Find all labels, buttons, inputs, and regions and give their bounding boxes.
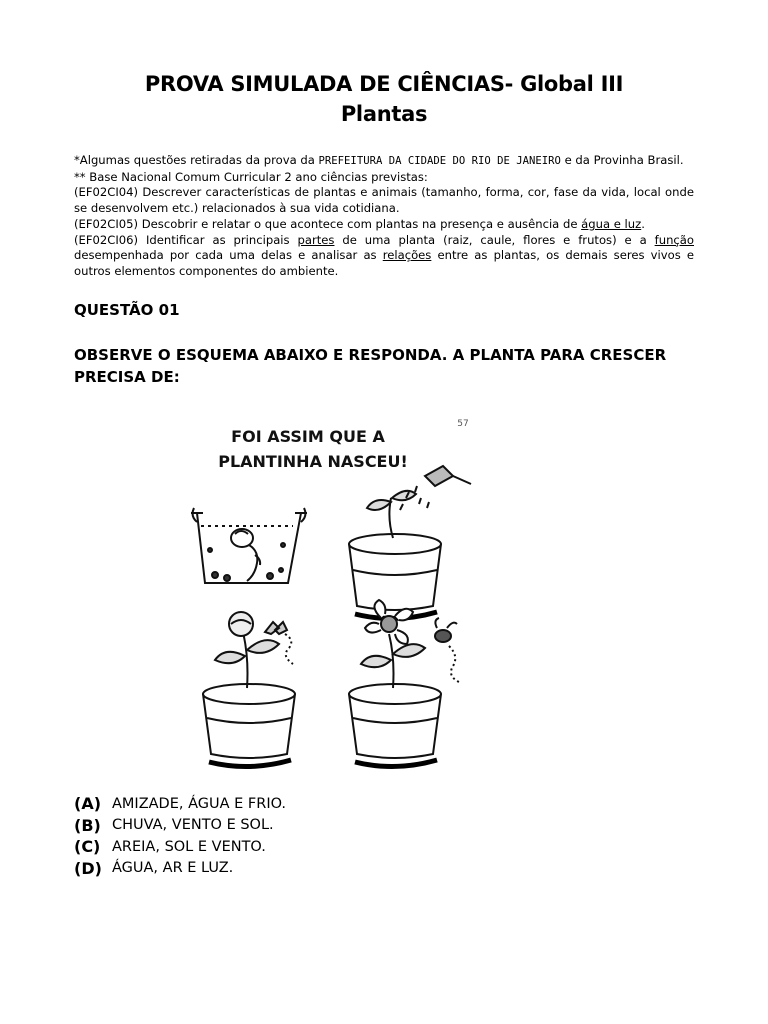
page-title: PROVA SIMULADA DE CIÊNCIAS- Global III [144, 72, 624, 96]
option-b[interactable] [74, 815, 286, 837]
seed-in-soil-drawing [191, 508, 307, 583]
flowering-plant-drawing [349, 600, 459, 767]
option-b-letter: (B) [74, 815, 101, 835]
curriculum-notes [74, 153, 694, 280]
option-b-text: CHUVA, VENTO E SOL. [112, 817, 274, 834]
option-a-letter: (A) [74, 794, 102, 814]
answer-options [74, 793, 286, 879]
sprout-watered-drawing [349, 466, 471, 619]
bncc-note: ** Base Nacional Comum Curricular 2 ano ciências previstas: [74, 169, 428, 184]
skill-ef02ci04: (EF02CI04) Descrever características de plantas e animais (tamanho, forma, cor, fase da vida, local onde se desenvolvem etc.) relacionados à sua vida cotidiana. [74, 185, 694, 216]
figure-heading-line1: FOI ASSIM QUE A [231, 427, 385, 446]
option-d-letter: (D) [74, 858, 102, 878]
source-note: *Algumas questões retiradas da prova da PREFEITURA DA CIDADE DO RIO DE JANEIRO e da Provinha Brasil. [74, 153, 684, 167]
option-c-letter: (C) [74, 837, 101, 857]
option-c[interactable] [74, 836, 286, 858]
plant-with-bud-drawing [203, 612, 295, 767]
plant-growth-illustration [185, 410, 481, 772]
question-text: OBSERVE O ESQUEMA ABAIXO E RESPONDA. A PLANTA PARA CRESCER PRECISA DE: [74, 346, 667, 386]
question-label: QUESTÃO 01 [74, 301, 180, 319]
option-d-text: ÁGUA, AR E LUZ. [112, 860, 234, 877]
skill-ef02ci06: (EF02CI06) Identificar as principais partes de uma planta (raiz, caule, flores e frutos) e a função desempenhada por cada uma delas e analisar as relações entre as plantas, os demais seres vivos e outros elementos componentes do ambiente. [74, 232, 694, 278]
page-subtitle: Plantas [340, 102, 428, 126]
skill-ef02ci05: (EF02CI05) Descobrir e relatar o que acontece com plantas na presença e ausência de água e luz. [74, 216, 645, 231]
figure-page-number: 57 [457, 419, 469, 429]
option-c-text: AREIA, SOL E VENTO. [112, 838, 266, 855]
figure-heading-line2: PLANTINHA NASCEU! [218, 452, 408, 471]
option-a[interactable] [74, 793, 286, 815]
option-a-text: AMIZADE, ÁGUA E FRIO. [112, 795, 287, 812]
option-d[interactable] [74, 858, 286, 880]
